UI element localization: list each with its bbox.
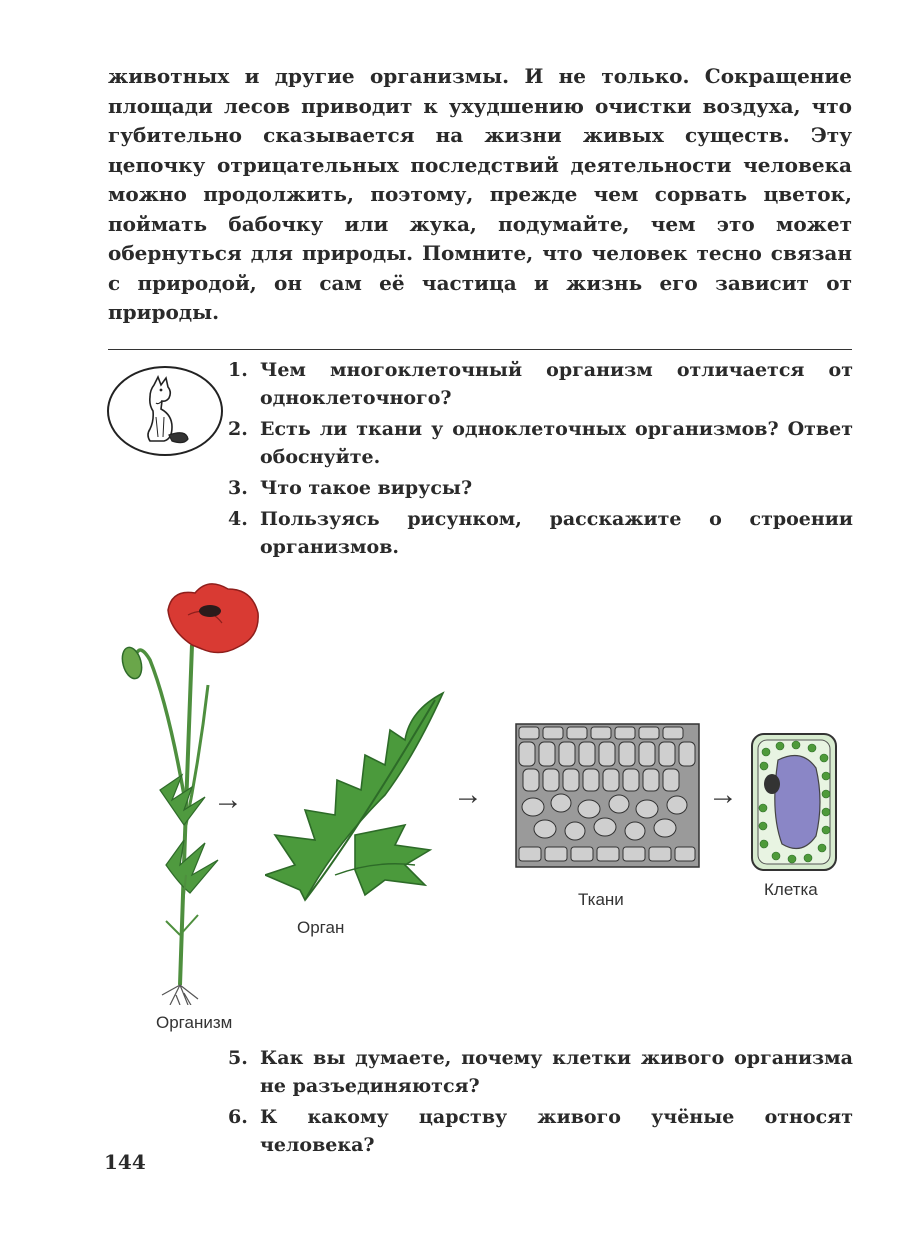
question-text: Чем многоклеточный организм отличается от одноклеточного?: [260, 359, 853, 409]
questions-list-bottom: [228, 1044, 853, 1162]
question-number: 1.: [228, 359, 248, 381]
question-item: [228, 415, 853, 471]
question-text: Как вы думаете, почему клетки живого организма не разъединяются?: [260, 1047, 853, 1097]
question-item: [228, 505, 853, 561]
questions-list-top: [228, 356, 853, 564]
label-tissues: Ткани: [578, 890, 624, 909]
question-number: 2.: [228, 418, 248, 440]
label-cell: Клетка: [764, 880, 818, 899]
question-text: Пользуясь рисунком, расскажите о строении организмов.: [260, 508, 853, 558]
arrow-organism-to-organ: →: [213, 783, 243, 816]
question-number: 6.: [228, 1106, 248, 1128]
arrow-tissues-to-cell: →: [708, 778, 738, 811]
question-item: [228, 356, 853, 412]
tissue-icon: [515, 723, 700, 868]
question-number: 4.: [228, 508, 248, 530]
question-number: 5.: [228, 1047, 248, 1069]
question-number: 3.: [228, 477, 248, 499]
arrow-organ-to-tissues: →: [453, 778, 483, 811]
plant-cell-icon: [750, 732, 838, 872]
question-item: [228, 1044, 853, 1100]
label-organ: Орган: [297, 918, 345, 937]
body-paragraph: животных и другие организмы. И не только. Сокращение площади лесов приводит к ухудшению очистки воздуха, что губительно сказывается на жизни живых существ. Эту цепочку отрицательных последствий деятельности человека можно продолжить, поэтому, прежде чем сорвать цветок, поймать бабочку или жука, подумайте, чем это может обернуться для природы. Помните, что человек тесно связан с природой, он сам её частица и жизнь его зависит от природы.: [108, 64, 852, 324]
organism-structure-figure: [110, 575, 855, 1035]
page-number: 144: [104, 1150, 146, 1174]
poppy-plant-icon: [110, 575, 280, 1005]
section-divider: [108, 349, 852, 350]
question-text: Есть ли ткани у одноклеточных организмов? Ответ обоснуйте.: [260, 418, 853, 468]
question-text: К какому царству живого учёные относят человека?: [260, 1106, 853, 1156]
fox-icon: [106, 365, 224, 457]
question-item: [228, 1103, 853, 1159]
question-item: [228, 474, 853, 502]
label-organism: Организм: [156, 1013, 233, 1032]
question-text: Что такое вирусы?: [260, 477, 473, 499]
leaf-icon: [265, 685, 455, 910]
